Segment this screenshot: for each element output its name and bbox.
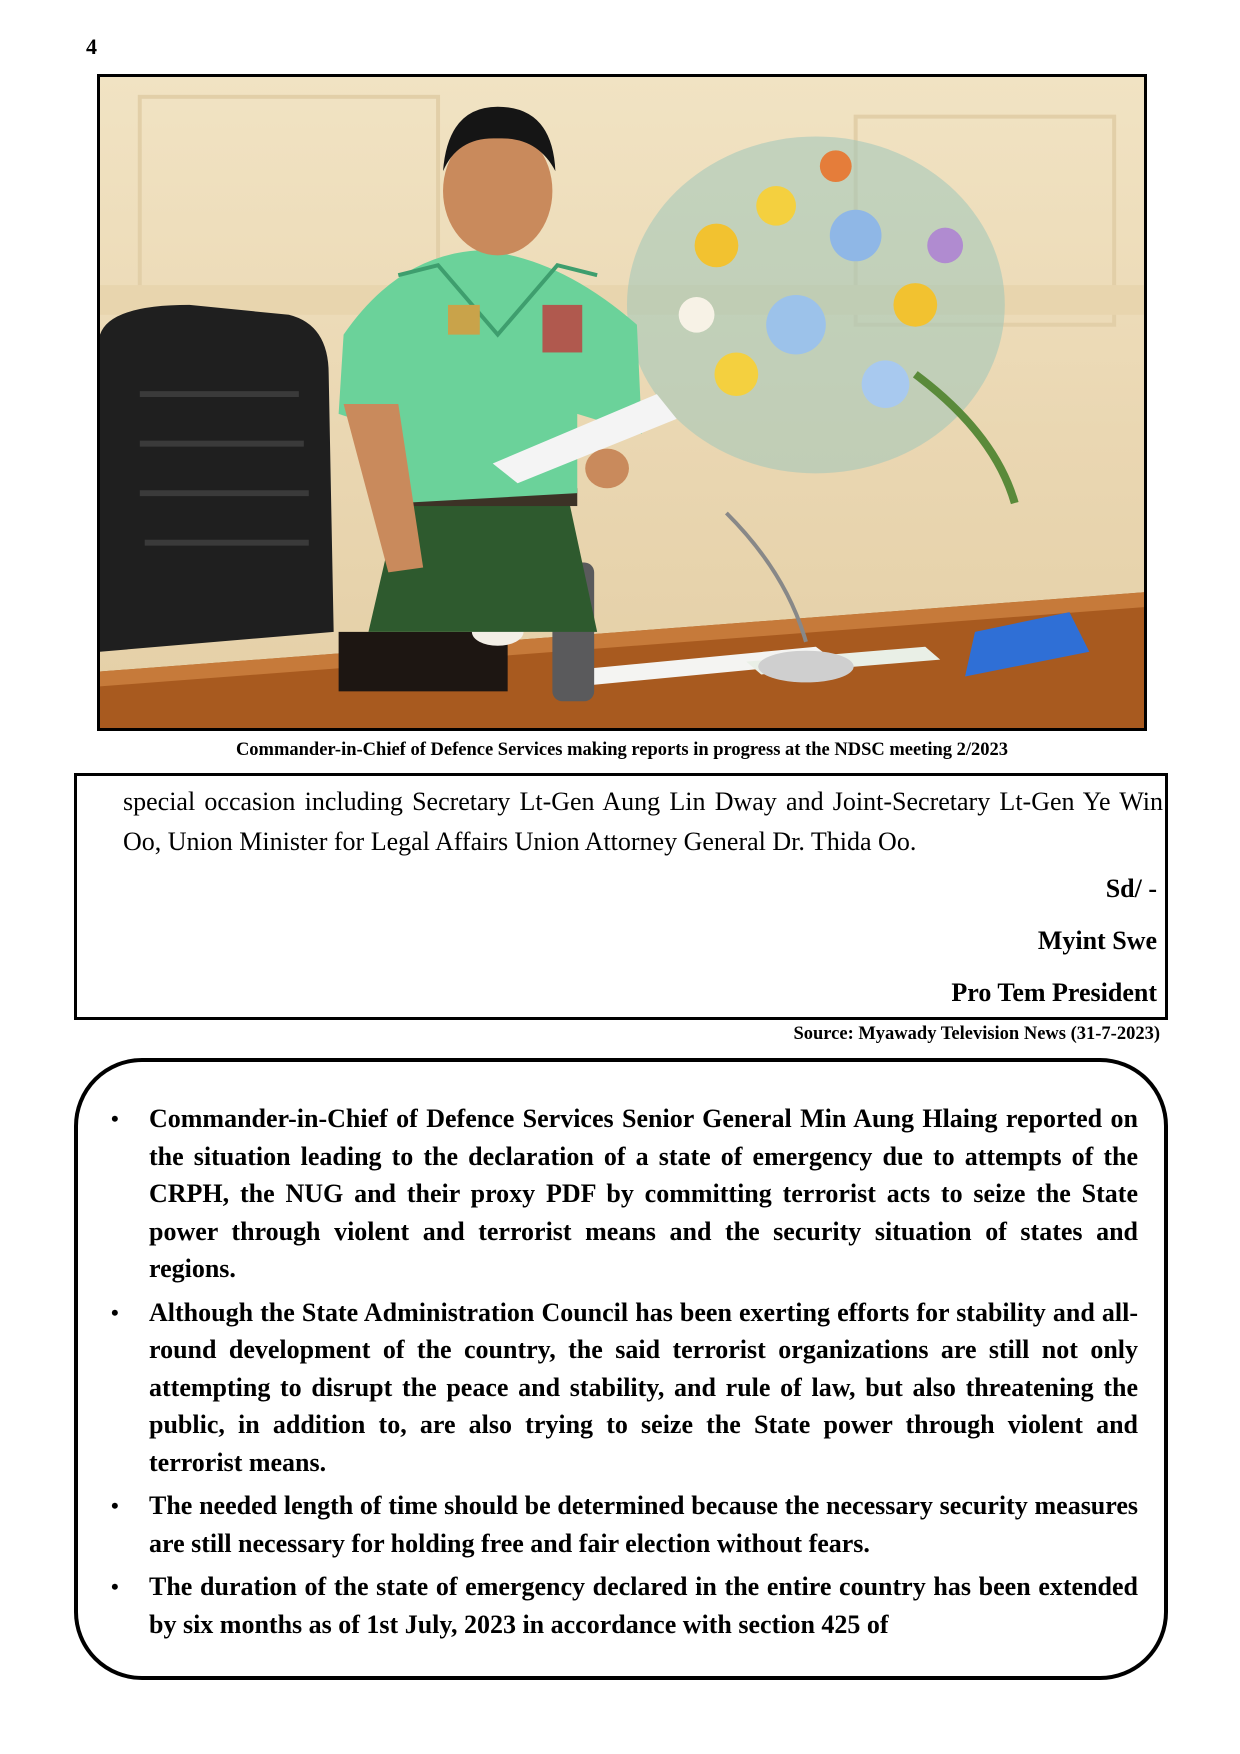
wall-panel — [140, 97, 438, 295]
list-item-text: The needed length of time should be determined because the necessary security measures are still necessary for holding free and fair election without fears. — [149, 1491, 1138, 1558]
bullet-icon: • — [111, 1493, 119, 1518]
list-item — [111, 1100, 1138, 1288]
bullet-icon: • — [111, 1106, 119, 1131]
list-item-text: The duration of the state of emergency declared in the entire country has been extended by six months as of 1st July, 2023 in accordance with section 425 of — [149, 1572, 1138, 1639]
officer-figure — [339, 107, 677, 632]
bullet-icon: • — [111, 1574, 119, 1599]
page-number: 4 — [86, 34, 97, 59]
statement-box — [74, 773, 1168, 1020]
meeting-photo — [97, 74, 1147, 731]
list-item-text: Although the State Administration Council has been exerting efforts for stability and all-round development of the country, the said terrorist organizations are still not only attempting to disrupt the peace and stability, and rule of law, but also threatening the public, in addition to, are also trying to seize the State power through violent and terrorist means. — [149, 1297, 1138, 1477]
signature-sd: Sd/ - — [1105, 874, 1157, 903]
bullet-icon: • — [111, 1299, 119, 1325]
flower-arrangement — [627, 136, 1015, 503]
signatory-name: Myint Swe — [1037, 926, 1157, 955]
signatory-title: Pro Tem President — [951, 978, 1157, 1007]
source-credit: Source: Myawady Television News (31-7-2023) — [793, 1024, 1160, 1044]
list-item-text: Commander-in-Chief of Defence Services Senior General Min Aung Hlaing reported on the situation leading to the declaration of a state of emergency due to attempts of the CRPH, the NUG and their proxy PDF by committing terrorist acts to seize the State power through violent and terrorist means and the security situation of states and regions. — [149, 1104, 1138, 1283]
office-chair — [100, 305, 334, 652]
statement-text: special occasion including Secretary Lt-Gen Aung Lin Dway and Joint-Secretary Lt-Gen Ye Win Oo, Union Minister for Legal Affairs Union Attorney General Dr. Thida Oo. — [123, 787, 1163, 856]
list-item — [111, 1487, 1138, 1562]
list-item — [111, 1294, 1138, 1482]
list-item — [111, 1568, 1138, 1643]
photo-caption: Commander-in-Chief of Defence Services making reports in progress at the NDSC meeting 2/2023 — [235, 740, 1009, 760]
highlights-box — [74, 1058, 1168, 1680]
highlights-list — [111, 1100, 1138, 1649]
meeting-photo-illustration — [100, 77, 1144, 728]
